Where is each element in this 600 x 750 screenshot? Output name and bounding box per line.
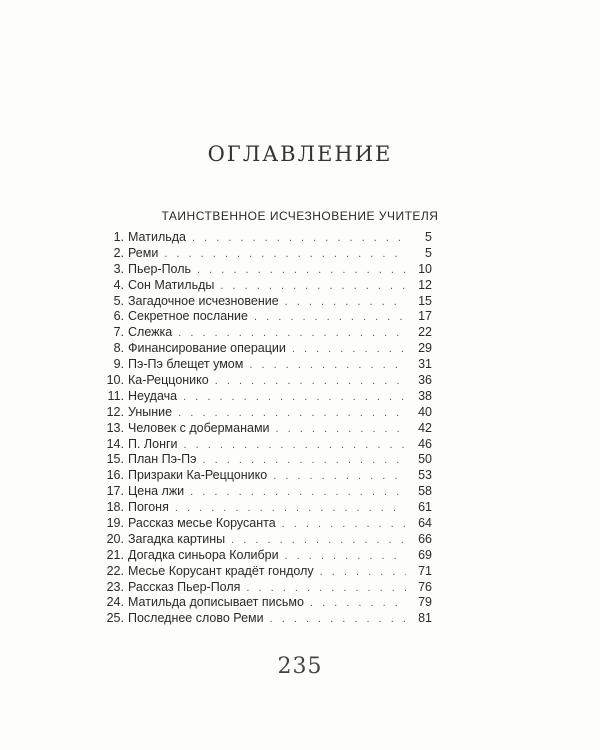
dot-leader <box>270 612 406 628</box>
chapter-page: 64 <box>418 516 432 531</box>
chapter-page: 12 <box>418 277 432 292</box>
toc-entry <box>96 421 432 437</box>
dot-leader <box>203 453 407 469</box>
chapter-number: 4. <box>113 277 124 292</box>
chapter-number: 23. <box>106 579 124 594</box>
dot-leader <box>249 358 406 374</box>
dot-leader <box>197 263 406 279</box>
chapter-title: Загадочное исчезновение <box>128 293 279 308</box>
dot-leader <box>254 310 406 326</box>
chapter-page: 42 <box>418 420 432 435</box>
chapter-title: Загадка картины <box>128 531 226 546</box>
chapter-page: 5 <box>425 245 432 260</box>
dot-leader <box>215 374 406 390</box>
toc-entry <box>96 325 432 341</box>
chapter-number: 19. <box>106 516 124 531</box>
chapter-page: 31 <box>418 357 432 372</box>
chapter-title: Догадка синьора Колибри <box>128 547 279 562</box>
toc-entry <box>96 468 432 484</box>
chapter-number: 13. <box>106 420 124 435</box>
toc-entry <box>96 230 432 246</box>
dot-leader <box>183 390 406 406</box>
chapter-title: Рассказ месье Корусанта <box>128 516 276 531</box>
toc-entry <box>96 484 432 500</box>
toc-entry <box>96 373 432 389</box>
chapter-number: 18. <box>106 500 124 515</box>
chapter-number: 3. <box>113 261 124 276</box>
chapter-page: 46 <box>418 436 432 451</box>
chapter-number: 7. <box>113 325 124 340</box>
chapter-title: Пьер-Поль <box>128 261 192 276</box>
page-number: 235 <box>277 654 323 679</box>
chapter-number: 1. <box>113 230 124 244</box>
chapter-number: 5. <box>113 293 124 308</box>
chapter-title: Финансирование операции <box>128 341 286 356</box>
dot-leader <box>231 533 406 549</box>
dot-leader <box>192 231 406 247</box>
chapter-page: 76 <box>418 579 432 594</box>
chapter-page: 36 <box>418 373 432 388</box>
chapter-number: 2. <box>113 245 124 260</box>
dot-leader <box>276 422 406 438</box>
chapter-title: Призраки Ка-Реццонико <box>128 468 268 483</box>
chapter-number: 6. <box>113 309 124 324</box>
toc-entry <box>96 405 432 421</box>
chapter-number: 14. <box>106 436 124 451</box>
toc-entry <box>96 262 432 278</box>
chapter-title: Секретное послание <box>128 309 248 324</box>
chapter-number: 20. <box>106 531 124 546</box>
chapter-title: Месье Корусант крадёт гондолу <box>128 563 314 578</box>
dot-leader <box>273 469 406 485</box>
part-title: ТАИНСТВЕННОЕ ИСЧЕЗНОВЕНИЕ УЧИТЕЛЯ <box>161 209 439 223</box>
chapter-number: 21. <box>106 547 124 562</box>
chapter-title: Неудача <box>128 388 178 403</box>
toc-entry <box>96 246 432 262</box>
chapter-number: 22. <box>106 563 124 578</box>
chapter-page: 71 <box>418 563 432 578</box>
dot-leader <box>220 279 406 295</box>
toc-entry <box>96 580 432 596</box>
chapter-number: 11. <box>107 388 124 403</box>
toc-entry <box>96 548 432 564</box>
chapter-title: Слежка <box>128 325 173 340</box>
chapter-number: 25. <box>106 611 124 626</box>
toc-entry <box>96 437 432 453</box>
toc-entry <box>96 500 432 516</box>
toc-entry <box>96 532 432 548</box>
chapter-page: 15 <box>418 293 432 308</box>
toc-entry <box>96 595 432 611</box>
chapter-page: 53 <box>418 468 432 483</box>
chapter-number: 12. <box>106 404 124 419</box>
chapter-page: 69 <box>418 547 432 562</box>
toc-entry <box>96 452 432 468</box>
dot-leader <box>190 485 406 501</box>
chapter-number: 16. <box>106 468 124 483</box>
toc-entry <box>96 341 432 357</box>
chapter-page: 81 <box>418 611 432 626</box>
toc-entry <box>96 357 432 373</box>
chapter-title: Сон Матильды <box>128 277 215 292</box>
toc-entry <box>96 516 432 532</box>
chapter-number: 15. <box>106 452 124 467</box>
dot-leader <box>184 438 406 454</box>
chapter-page: 38 <box>418 388 432 403</box>
dot-leader <box>292 342 406 358</box>
chapter-title: П. Лонги <box>128 436 178 451</box>
dot-leader <box>282 517 406 533</box>
chapter-page: 5 <box>425 230 432 244</box>
chapter-title: Погоня <box>128 500 169 515</box>
chapter-page: 79 <box>418 595 432 610</box>
table-of-contents <box>96 230 432 627</box>
toc-heading: ОГЛАВЛЕНИЕ <box>207 142 393 166</box>
chapter-title: Цена лжи <box>128 484 185 499</box>
dot-leader <box>178 326 406 342</box>
chapter-title: Матильда дописывает письмо <box>128 595 304 610</box>
dot-leader <box>285 549 406 565</box>
chapter-title: Рассказ Пьер-Поля <box>128 579 241 594</box>
toc-entry <box>96 611 432 627</box>
chapter-number: 24. <box>106 595 124 610</box>
chapter-page: 29 <box>418 341 432 356</box>
chapter-title: Человек с доберманами <box>128 420 270 435</box>
dot-leader <box>178 406 406 422</box>
chapter-page: 66 <box>418 531 432 546</box>
dot-leader <box>175 501 406 517</box>
chapter-page: 10 <box>418 261 432 276</box>
toc-entry <box>96 389 432 405</box>
chapter-title: Ка-Реццонико <box>128 373 209 388</box>
dot-leader <box>320 565 406 581</box>
chapter-page: 22 <box>418 325 432 340</box>
dot-leader <box>310 596 406 612</box>
chapter-page: 50 <box>418 452 432 467</box>
chapter-number: 9. <box>113 357 124 372</box>
chapter-title: План Пэ-Пэ <box>128 452 197 467</box>
chapter-number: 8. <box>113 341 124 356</box>
chapter-title: Реми <box>128 245 159 260</box>
chapter-page: 17 <box>418 309 432 324</box>
chapter-page: 40 <box>418 404 432 419</box>
chapter-title: Последнее слово Реми <box>128 611 264 626</box>
chapter-page: 61 <box>418 500 432 515</box>
dot-leader <box>246 581 406 597</box>
dot-leader <box>285 295 406 311</box>
chapter-title: Матильда <box>128 230 186 244</box>
toc-entry <box>96 294 432 310</box>
chapter-title: Пэ-Пэ блещет умом <box>128 357 244 372</box>
toc-entry <box>96 278 432 294</box>
chapter-page: 58 <box>418 484 432 499</box>
chapter-number: 17. <box>106 484 124 499</box>
chapter-title: Уныние <box>128 404 173 419</box>
chapter-number: 10. <box>106 373 124 388</box>
toc-entry <box>96 564 432 580</box>
dot-leader <box>164 247 406 263</box>
toc-entry <box>96 309 432 325</box>
